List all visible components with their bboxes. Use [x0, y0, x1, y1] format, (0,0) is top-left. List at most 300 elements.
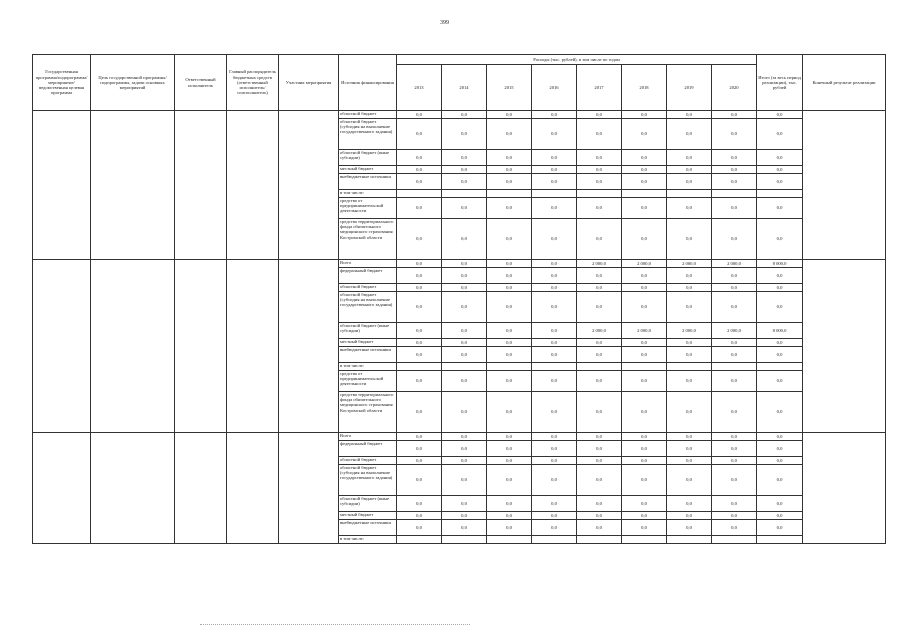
- cell-final-result: [803, 433, 886, 544]
- cell-year-value: 0,0: [532, 284, 577, 292]
- cell-total-value: 0,0: [757, 465, 803, 496]
- cell-year-value: 0,0: [442, 150, 487, 166]
- cell-year-value: 0,0: [397, 496, 442, 512]
- cell-year-value: 0,0: [487, 292, 532, 323]
- cell-year-value: 0,0: [397, 260, 442, 268]
- cell-year-value: 0,0: [712, 119, 757, 150]
- cell-year-value: [577, 536, 622, 544]
- cell-year-value: 0,0: [487, 441, 532, 457]
- cell-year-value: 0,0: [397, 268, 442, 284]
- cell-funding-source: внебюджетные источники: [339, 347, 397, 363]
- cell-year-value: 0,0: [712, 268, 757, 284]
- cell-year-value: 0,0: [622, 284, 667, 292]
- cell-funding-source: федеральный бюджет: [339, 268, 397, 284]
- cell-year-value: 0,0: [442, 219, 487, 260]
- cell-year-value: 0,0: [397, 465, 442, 496]
- cell-year-value: 0,0: [712, 441, 757, 457]
- cell-year-value: [487, 536, 532, 544]
- cell-year-value: 0,0: [487, 347, 532, 363]
- cell-total-value: 0,0: [757, 392, 803, 433]
- cell-year-value: 0,0: [442, 496, 487, 512]
- header-result: Конечный результат реализации: [803, 55, 886, 111]
- cell-year-value: 0,0: [442, 284, 487, 292]
- cell-year-value: 0,0: [622, 174, 667, 190]
- cell-year-value: 0,0: [577, 166, 622, 174]
- cell-year-value: [712, 363, 757, 371]
- cell-year-value: [487, 363, 532, 371]
- cell-year-value: 0,0: [532, 347, 577, 363]
- cell-year-value: 0,0: [442, 441, 487, 457]
- cell-year-value: 0,0: [397, 371, 442, 392]
- cell-year-value: [667, 536, 712, 544]
- cell-funding-source: областной бюджет: [339, 457, 397, 465]
- cell-total-value: 0,0: [757, 150, 803, 166]
- cell-total-value: 0,0: [757, 111, 803, 119]
- cell-year-value: 0,0: [487, 268, 532, 284]
- cell-total-value: 0,0: [757, 198, 803, 219]
- cell-funding-source: в том числе:: [339, 363, 397, 371]
- cell-year-value: [442, 536, 487, 544]
- cell-total-value: 8 000,0: [757, 323, 803, 339]
- cell-year-value: 0,0: [487, 520, 532, 536]
- cell-year-value: 0,0: [622, 347, 667, 363]
- cell-year-value: 0,0: [487, 166, 532, 174]
- cell-purpose: [91, 111, 175, 260]
- cell-year-value: [442, 363, 487, 371]
- cell-year-value: 0,0: [397, 323, 442, 339]
- cell-year-value: 0,0: [712, 347, 757, 363]
- cell-year-value: 0,0: [712, 150, 757, 166]
- cell-year-value: [622, 190, 667, 198]
- cell-year-value: 0,0: [442, 339, 487, 347]
- cell-funding-source: местный бюджет: [339, 166, 397, 174]
- cell-year-value: 0,0: [667, 496, 712, 512]
- cell-total-value: [757, 190, 803, 198]
- cell-program-name: [33, 260, 91, 433]
- header-year: 2014: [442, 65, 487, 111]
- cell-total-value: 8 000,0: [757, 260, 803, 268]
- cell-year-value: 0,0: [622, 292, 667, 323]
- cell-year-value: 2 000,0: [622, 323, 667, 339]
- header-source: Источник финансирования: [339, 55, 397, 111]
- cell-final-result: [803, 260, 886, 433]
- cell-total-value: 0,0: [757, 292, 803, 323]
- cell-year-value: 0,0: [622, 219, 667, 260]
- cell-year-value: 2 000,0: [667, 260, 712, 268]
- header-program: Государственная программа/подпрограмма/мероприятие/ведомственная целевая программа: [33, 55, 91, 111]
- cell-year-value: [397, 536, 442, 544]
- cell-year-value: [532, 363, 577, 371]
- cell-year-value: [442, 190, 487, 198]
- cell-year-value: 0,0: [712, 174, 757, 190]
- cell-year-value: 0,0: [532, 433, 577, 441]
- cell-final-result: [803, 111, 886, 260]
- cell-year-value: 0,0: [712, 339, 757, 347]
- cell-year-value: 0,0: [442, 174, 487, 190]
- cell-year-value: 0,0: [397, 174, 442, 190]
- cell-year-value: 0,0: [577, 111, 622, 119]
- cell-year-value: 0,0: [442, 392, 487, 433]
- cell-year-value: 0,0: [532, 260, 577, 268]
- cell-funding-source: областной бюджет (субсидия на выполнение государственного задания): [339, 465, 397, 496]
- cell-total-value: 0,0: [757, 339, 803, 347]
- cell-executor: [175, 433, 227, 544]
- cell-funding-source: областной бюджет: [339, 284, 397, 292]
- cell-year-value: 0,0: [712, 198, 757, 219]
- cell-year-value: 0,0: [532, 512, 577, 520]
- cell-total-value: 0,0: [757, 512, 803, 520]
- cell-year-value: 0,0: [622, 119, 667, 150]
- cell-year-value: 0,0: [532, 392, 577, 433]
- cell-year-value: [667, 363, 712, 371]
- cell-executor: [175, 111, 227, 260]
- cell-year-value: 0,0: [487, 496, 532, 512]
- cell-total-value: 0,0: [757, 119, 803, 150]
- cell-year-value: 0,0: [712, 520, 757, 536]
- cell-year-value: 0,0: [667, 392, 712, 433]
- cell-year-value: 0,0: [622, 496, 667, 512]
- cell-year-value: 0,0: [577, 441, 622, 457]
- cell-year-value: 0,0: [577, 392, 622, 433]
- page-number: 399: [440, 20, 449, 26]
- cell-year-value: 0,0: [397, 441, 442, 457]
- cell-funding-source: средства территориального фонда обязательного медицинского страхования Костромской области: [339, 219, 397, 260]
- cell-year-value: 0,0: [622, 520, 667, 536]
- table-row: [33, 111, 886, 119]
- cell-year-value: 0,0: [712, 465, 757, 496]
- cell-year-value: [532, 536, 577, 544]
- header-executor: Ответственный исполнитель: [175, 55, 227, 111]
- header-year: 2013: [397, 65, 442, 111]
- cell-funding-source: внебюджетные источники: [339, 174, 397, 190]
- cell-year-value: 0,0: [397, 339, 442, 347]
- cell-total-value: 0,0: [757, 174, 803, 190]
- cell-year-value: 0,0: [712, 166, 757, 174]
- cell-total-value: 0,0: [757, 166, 803, 174]
- cell-funding-source: областной бюджет: [339, 111, 397, 119]
- cell-year-value: 0,0: [442, 512, 487, 520]
- cell-funding-source: областной бюджет (иные субсидии): [339, 150, 397, 166]
- cell-year-value: [532, 190, 577, 198]
- cell-year-value: 0,0: [442, 520, 487, 536]
- cell-funding-source: Всего: [339, 260, 397, 268]
- cell-year-value: 0,0: [487, 174, 532, 190]
- cell-year-value: 0,0: [442, 465, 487, 496]
- cell-year-value: 0,0: [532, 457, 577, 465]
- cell-year-value: 0,0: [577, 520, 622, 536]
- cell-purpose: [91, 433, 175, 544]
- cell-year-value: 0,0: [442, 111, 487, 119]
- cell-year-value: 0,0: [532, 323, 577, 339]
- cell-funding-source: местный бюджет: [339, 339, 397, 347]
- cell-funding-source: областной бюджет (субсидия на выполнение государственного задания): [339, 119, 397, 150]
- cell-year-value: 0,0: [577, 347, 622, 363]
- cell-funding-source: внебюджетные источники: [339, 520, 397, 536]
- cell-year-value: 0,0: [712, 496, 757, 512]
- cell-year-value: 0,0: [577, 198, 622, 219]
- cell-year-value: 0,0: [667, 512, 712, 520]
- cell-year-value: 0,0: [532, 268, 577, 284]
- cell-year-value: [397, 190, 442, 198]
- cell-year-value: 0,0: [442, 166, 487, 174]
- cell-funding-source: средства от предпринимательской деятельности: [339, 371, 397, 392]
- header-year: 2017: [577, 65, 622, 111]
- cell-year-value: 0,0: [487, 457, 532, 465]
- cell-year-value: 0,0: [622, 198, 667, 219]
- cell-year-value: 2 000,0: [712, 323, 757, 339]
- cell-year-value: 0,0: [442, 268, 487, 284]
- cell-year-value: 0,0: [622, 371, 667, 392]
- table-row: [33, 260, 886, 268]
- cell-year-value: 0,0: [487, 119, 532, 150]
- cell-year-value: 0,0: [487, 284, 532, 292]
- cell-year-value: 0,0: [667, 441, 712, 457]
- cell-year-value: 0,0: [622, 441, 667, 457]
- cell-year-value: 0,0: [667, 268, 712, 284]
- cell-year-value: 0,0: [667, 198, 712, 219]
- cell-total-value: 0,0: [757, 268, 803, 284]
- cell-year-value: 0,0: [397, 347, 442, 363]
- cell-year-value: 0,0: [577, 371, 622, 392]
- cell-year-value: 0,0: [532, 198, 577, 219]
- cell-year-value: 0,0: [532, 339, 577, 347]
- cell-year-value: 2 000,0: [622, 260, 667, 268]
- header-participant: Участник мероприятия: [279, 55, 339, 111]
- cell-funding-source: федеральный бюджет: [339, 441, 397, 457]
- cell-year-value: 0,0: [622, 392, 667, 433]
- cell-year-value: [622, 363, 667, 371]
- cell-year-value: 0,0: [577, 150, 622, 166]
- cell-year-value: 0,0: [397, 520, 442, 536]
- cell-year-value: 0,0: [667, 292, 712, 323]
- cell-year-value: 0,0: [397, 111, 442, 119]
- cell-year-value: 0,0: [397, 284, 442, 292]
- cell-year-value: 0,0: [397, 198, 442, 219]
- cell-year-value: 0,0: [397, 119, 442, 150]
- cell-year-value: 0,0: [712, 219, 757, 260]
- cell-funding-source: областной бюджет (иные субсидии): [339, 323, 397, 339]
- cell-year-value: 0,0: [532, 441, 577, 457]
- cell-year-value: 0,0: [667, 339, 712, 347]
- cell-year-value: 0,0: [577, 465, 622, 496]
- cell-total-value: 0,0: [757, 347, 803, 363]
- cell-executor: [175, 260, 227, 433]
- funding-table-sheet: [32, 54, 885, 544]
- cell-year-value: 0,0: [577, 433, 622, 441]
- cell-participant: [279, 260, 339, 433]
- cell-year-value: 0,0: [487, 371, 532, 392]
- cell-funding-source: областной бюджет (субсидия на выполнение государственного задания): [339, 292, 397, 323]
- cell-year-value: 2 000,0: [667, 323, 712, 339]
- cell-funding-source: местный бюджет: [339, 512, 397, 520]
- cell-year-value: [667, 190, 712, 198]
- cell-year-value: 0,0: [667, 433, 712, 441]
- cell-year-value: [577, 363, 622, 371]
- cell-year-value: 0,0: [622, 150, 667, 166]
- cell-total-value: [757, 536, 803, 544]
- cell-year-value: 0,0: [622, 166, 667, 174]
- cell-year-value: 0,0: [532, 465, 577, 496]
- funding-table: [32, 54, 886, 544]
- cell-distributor: [227, 260, 279, 433]
- cell-year-value: 0,0: [712, 284, 757, 292]
- cell-total-value: 0,0: [757, 520, 803, 536]
- header-year: 2018: [622, 65, 667, 111]
- cell-year-value: 0,0: [487, 392, 532, 433]
- cell-year-value: 0,0: [532, 119, 577, 150]
- cell-year-value: 0,0: [532, 174, 577, 190]
- cell-participant: [279, 433, 339, 544]
- cell-year-value: 0,0: [397, 433, 442, 441]
- cell-year-value: 0,0: [442, 433, 487, 441]
- cell-year-value: 0,0: [442, 371, 487, 392]
- cell-year-value: 0,0: [532, 166, 577, 174]
- cell-year-value: 0,0: [442, 323, 487, 339]
- cell-year-value: 0,0: [712, 392, 757, 433]
- cell-funding-source: средства территориального фонда обязательного медицинского страхования Костромской области: [339, 392, 397, 433]
- cell-year-value: 0,0: [577, 457, 622, 465]
- header-purpose: Цель государственной программы/подпрограммы, задачи основных мероприятий: [91, 55, 175, 111]
- cell-year-value: 0,0: [532, 496, 577, 512]
- cell-year-value: 0,0: [622, 457, 667, 465]
- cell-year-value: 0,0: [667, 219, 712, 260]
- cell-year-value: 0,0: [712, 111, 757, 119]
- cell-year-value: 0,0: [667, 166, 712, 174]
- cell-year-value: 0,0: [577, 512, 622, 520]
- cell-year-value: 0,0: [442, 347, 487, 363]
- cell-program-name: [33, 111, 91, 260]
- cell-year-value: 0,0: [667, 347, 712, 363]
- cell-year-value: 0,0: [577, 292, 622, 323]
- cell-year-value: 0,0: [577, 268, 622, 284]
- cell-year-value: 0,0: [487, 219, 532, 260]
- cell-total-value: 0,0: [757, 371, 803, 392]
- cell-distributor: [227, 433, 279, 544]
- cell-year-value: 2 000,0: [712, 260, 757, 268]
- cell-year-value: 2 000,0: [577, 260, 622, 268]
- cell-year-value: [712, 190, 757, 198]
- cell-funding-source: средства от предпринимательской деятельности: [339, 198, 397, 219]
- cell-year-value: 0,0: [487, 260, 532, 268]
- cell-year-value: 0,0: [397, 150, 442, 166]
- cell-year-value: 0,0: [397, 457, 442, 465]
- cell-year-value: 0,0: [667, 520, 712, 536]
- cell-year-value: 0,0: [667, 465, 712, 496]
- cell-year-value: 0,0: [532, 520, 577, 536]
- cell-year-value: 0,0: [532, 111, 577, 119]
- cell-year-value: 0,0: [442, 198, 487, 219]
- cell-year-value: 0,0: [397, 219, 442, 260]
- cell-year-value: 0,0: [622, 268, 667, 284]
- cell-program-name: [33, 433, 91, 544]
- cell-funding-source: областной бюджет (иные субсидии): [339, 496, 397, 512]
- cell-year-value: 0,0: [577, 219, 622, 260]
- cell-year-value: 0,0: [577, 339, 622, 347]
- cell-year-value: 0,0: [487, 512, 532, 520]
- cell-year-value: 0,0: [442, 457, 487, 465]
- cell-year-value: 0,0: [442, 260, 487, 268]
- table-row: [33, 433, 886, 441]
- cell-year-value: 0,0: [667, 174, 712, 190]
- cell-year-value: 0,0: [397, 392, 442, 433]
- cell-year-value: 0,0: [622, 433, 667, 441]
- cell-total-value: 0,0: [757, 441, 803, 457]
- cell-total-value: 0,0: [757, 284, 803, 292]
- cell-funding-source: Всего: [339, 433, 397, 441]
- cell-year-value: 0,0: [487, 339, 532, 347]
- cell-year-value: 0,0: [667, 371, 712, 392]
- cell-purpose: [91, 260, 175, 433]
- cell-year-value: 0,0: [487, 433, 532, 441]
- cell-distributor: [227, 111, 279, 260]
- cell-year-value: 0,0: [622, 111, 667, 119]
- cell-year-value: 0,0: [487, 150, 532, 166]
- cell-year-value: [397, 363, 442, 371]
- cell-year-value: 0,0: [577, 119, 622, 150]
- cell-year-value: 0,0: [397, 292, 442, 323]
- table-body: [33, 111, 886, 544]
- cell-year-value: 0,0: [712, 457, 757, 465]
- header-distributor: Главный распорядитель бюджетных средств (ответственный исполнитель/соисполнитель): [227, 55, 279, 111]
- cell-funding-source: в том числе:: [339, 536, 397, 544]
- cell-total-value: 0,0: [757, 457, 803, 465]
- scan-trailing-mark: [200, 624, 470, 628]
- cell-year-value: 0,0: [397, 166, 442, 174]
- cell-year-value: [487, 190, 532, 198]
- cell-year-value: 0,0: [532, 150, 577, 166]
- cell-year-value: 0,0: [622, 512, 667, 520]
- cell-year-value: [577, 190, 622, 198]
- header-year: 2015: [487, 65, 532, 111]
- cell-funding-source: в том числе:: [339, 190, 397, 198]
- cell-year-value: 0,0: [577, 496, 622, 512]
- cell-total-value: 0,0: [757, 433, 803, 441]
- cell-year-value: 0,0: [667, 111, 712, 119]
- cell-year-value: 0,0: [487, 111, 532, 119]
- cell-year-value: 0,0: [442, 119, 487, 150]
- cell-year-value: 0,0: [712, 371, 757, 392]
- header-year: 2016: [532, 65, 577, 111]
- header-expenses: Расходы (тыс. рублей), в том числе по годам: [397, 55, 757, 65]
- cell-year-value: 0,0: [712, 292, 757, 323]
- cell-total-value: [757, 363, 803, 371]
- cell-year-value: 0,0: [712, 433, 757, 441]
- cell-total-value: 0,0: [757, 496, 803, 512]
- cell-year-value: 0,0: [442, 292, 487, 323]
- cell-year-value: 0,0: [622, 339, 667, 347]
- cell-year-value: 0,0: [667, 457, 712, 465]
- cell-year-value: 0,0: [487, 323, 532, 339]
- cell-year-value: 0,0: [397, 512, 442, 520]
- cell-year-value: 0,0: [667, 119, 712, 150]
- cell-participant: [279, 111, 339, 260]
- cell-total-value: 0,0: [757, 219, 803, 260]
- cell-year-value: 0,0: [577, 174, 622, 190]
- cell-year-value: 2 000,0: [577, 323, 622, 339]
- header-year: 2019: [667, 65, 712, 111]
- cell-year-value: 0,0: [532, 219, 577, 260]
- cell-year-value: 0,0: [667, 284, 712, 292]
- cell-year-value: 0,0: [667, 150, 712, 166]
- header-total: Итого (за весь период реализации), тыс. рублей: [757, 55, 803, 111]
- cell-year-value: [622, 536, 667, 544]
- header-year: 2020: [712, 65, 757, 111]
- cell-year-value: 0,0: [622, 465, 667, 496]
- cell-year-value: 0,0: [532, 292, 577, 323]
- cell-year-value: [712, 536, 757, 544]
- cell-year-value: 0,0: [487, 465, 532, 496]
- cell-year-value: 0,0: [577, 284, 622, 292]
